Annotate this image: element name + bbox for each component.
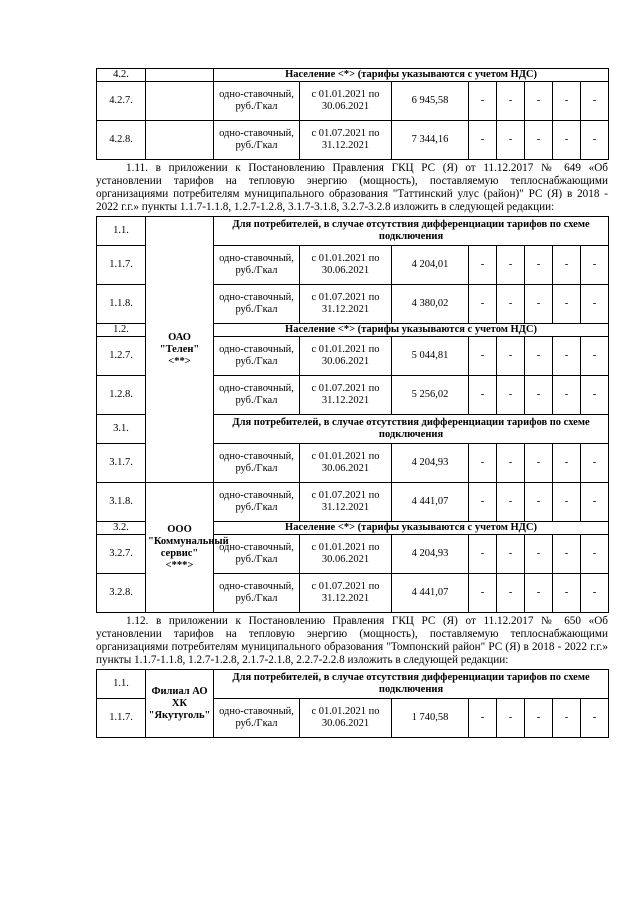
dash-cell: - <box>497 121 525 160</box>
dash-cell: - <box>581 121 609 160</box>
tariff-period: с 01.01.2021 по 30.06.2021 <box>300 444 392 483</box>
dash-cell: - <box>553 574 581 613</box>
dash-cell: - <box>581 574 609 613</box>
tariff-period: с 01.01.2021 по 30.06.2021 <box>300 82 392 121</box>
dash-cell: - <box>553 535 581 574</box>
row-number: 3.2. <box>97 522 146 535</box>
dash-cell: - <box>581 376 609 415</box>
row-number: 3.1. <box>97 415 146 444</box>
dash-cell: - <box>469 483 497 522</box>
dash-cell: - <box>525 337 553 376</box>
dash-cell: - <box>469 699 497 738</box>
dash-cell: - <box>553 337 581 376</box>
tariff-type: одно-ставочный, руб./Гкал <box>214 285 300 324</box>
section-header: Для потребителей, в случае отсутствия дифференциации тарифов по схеме подключения <box>214 415 609 444</box>
dash-cell: - <box>553 483 581 522</box>
tariff-type: одно-ставочный, руб./Гкал <box>214 444 300 483</box>
dash-cell: - <box>553 699 581 738</box>
dash-cell: - <box>581 535 609 574</box>
tariff-period: с 01.07.2021 по 31.12.2021 <box>300 285 392 324</box>
tariff-type: одно-ставочный, руб./Гкал <box>214 246 300 285</box>
dash-cell: - <box>525 574 553 613</box>
dash-cell: - <box>497 285 525 324</box>
section-header: Население <*> (тарифы указываются с учетом НДС) <box>214 522 609 535</box>
dash-cell: - <box>497 699 525 738</box>
tariff-table-tattinsky <box>96 216 609 613</box>
row-number: 4.2. <box>97 69 146 82</box>
tariff-type: одно-ставочный, руб./Гкал <box>214 82 300 121</box>
tariff-type: одно-ставочный, руб./Гкал <box>214 121 300 160</box>
tariff-period: с 01.07.2021 по 31.12.2021 <box>300 376 392 415</box>
dash-cell: - <box>525 483 553 522</box>
section-header: Для потребителей, в случае отсутствия дифференциации тарифов по схеме подключения <box>214 670 609 699</box>
dash-cell: - <box>469 285 497 324</box>
row-number: 3.2.8. <box>97 574 146 613</box>
tariff-type: одно-ставочный, руб./Гкал <box>214 483 300 522</box>
tariff-period: с 01.07.2021 по 31.12.2021 <box>300 121 392 160</box>
dash-cell: - <box>497 483 525 522</box>
dash-cell: - <box>525 121 553 160</box>
dash-cell: - <box>553 444 581 483</box>
row-number: 1.1.8. <box>97 285 146 324</box>
dash-cell: - <box>469 574 497 613</box>
tariff-value: 4 441,07 <box>392 483 469 522</box>
tariff-period: с 01.01.2021 по 30.06.2021 <box>300 699 392 738</box>
dash-cell: - <box>581 444 609 483</box>
dash-cell: - <box>581 337 609 376</box>
dash-cell: - <box>469 535 497 574</box>
paragraph-1-11: 1.11. в приложении к Постановлению Правления ГКЦ РС (Я) от 11.12.2017 № 649 «Об установлении тарифов на тепловую энергию (мощность), поставляемую теплоснабжающими организациями потребителям муниципального образования "Таттинский улус (район)" РС (Я) в 2018 - 2022 г.г.» пункты 1.1.7-1.1.8, 1.2.7-1.2.8, 3.1.7-3.1.8, 3.2.7-3.2.8 изложить в следующей редакции: <box>96 162 608 213</box>
tariff-period: с 01.01.2021 по 30.06.2021 <box>300 246 392 285</box>
dash-cell: - <box>469 444 497 483</box>
tariff-value: 4 204,93 <box>392 535 469 574</box>
tariff-value: 4 380,02 <box>392 285 469 324</box>
dash-cell: - <box>525 376 553 415</box>
tariff-type: одно-ставочный, руб./Гкал <box>214 376 300 415</box>
tariff-table-tomponsky <box>96 669 609 738</box>
row-number: 1.1.7. <box>97 246 146 285</box>
row-number: 1.2.8. <box>97 376 146 415</box>
dash-cell: - <box>497 535 525 574</box>
dash-cell: - <box>469 376 497 415</box>
row-number: 3.1.7. <box>97 444 146 483</box>
tariff-period: с 01.01.2021 по 30.06.2021 <box>300 535 392 574</box>
organization-name: ООО "Коммунальный сервис" <***> <box>146 483 214 613</box>
tariff-period: с 01.07.2021 по 31.12.2021 <box>300 574 392 613</box>
section-header: Для потребителей, в случае отсутствия дифференциации тарифов по схеме подключения <box>214 217 609 246</box>
dash-cell: - <box>525 535 553 574</box>
dash-cell: - <box>525 246 553 285</box>
paragraph-1-12: 1.12. в приложении к Постановлению Правления ГКЦ РС (Я) от 11.12.2017 № 650 «Об установлении тарифов на тепловую энергию (мощность), поставляемую теплоснабжающими организациями потребителям муниципального образования "Томпонский район" РС (Я) в 2018 - 2022 г.г.» пункты 1.1.7-1.1.8, 1.2.7-1.2.8, 2.1.7-2.1.8, 2.2.7-2.2.8 изложить в следующей редакции: <box>96 615 608 666</box>
dash-cell: - <box>581 483 609 522</box>
tariff-type: одно-ставочный, руб./Гкал <box>214 699 300 738</box>
dash-cell: - <box>553 376 581 415</box>
dash-cell: - <box>469 246 497 285</box>
tariff-period: с 01.07.2021 по 31.12.2021 <box>300 483 392 522</box>
tariff-type: одно-ставочный, руб./Гкал <box>214 574 300 613</box>
tariff-type: одно-ставочный, руб./Гкал <box>214 337 300 376</box>
organization-name: Филиал АО ХК "Якутуголь" <box>146 670 214 738</box>
dash-cell: - <box>525 699 553 738</box>
dash-cell: - <box>525 82 553 121</box>
document-page <box>96 68 608 738</box>
tariff-value: 4 204,93 <box>392 444 469 483</box>
dash-cell: - <box>469 121 497 160</box>
row-number: 4.2.7. <box>97 82 146 121</box>
dash-cell: - <box>497 574 525 613</box>
row-number: 1.1. <box>97 670 146 699</box>
row-number: 1.2.7. <box>97 337 146 376</box>
row-number: 1.2. <box>97 324 146 337</box>
dash-cell: - <box>469 82 497 121</box>
organization-name: ОАО "Телен" <**> <box>146 217 214 483</box>
dash-cell: - <box>525 285 553 324</box>
dash-cell: - <box>497 376 525 415</box>
dash-cell: - <box>497 246 525 285</box>
dash-cell: - <box>469 337 497 376</box>
tariff-value: 4 204,01 <box>392 246 469 285</box>
dash-cell: - <box>553 246 581 285</box>
dash-cell: - <box>581 246 609 285</box>
tariff-value: 4 441,07 <box>392 574 469 613</box>
row-number: 1.1. <box>97 217 146 246</box>
dash-cell: - <box>581 285 609 324</box>
dash-cell: - <box>553 121 581 160</box>
dash-cell: - <box>553 82 581 121</box>
dash-cell: - <box>581 82 609 121</box>
section-header: Население <*> (тарифы указываются с учетом НДС) <box>214 69 609 82</box>
tariff-value: 5 256,02 <box>392 376 469 415</box>
row-number: 3.2.7. <box>97 535 146 574</box>
tariff-table-continued <box>96 68 609 160</box>
row-number: 4.2.8. <box>97 121 146 160</box>
dash-cell: - <box>497 337 525 376</box>
tariff-period: с 01.01.2021 по 30.06.2021 <box>300 337 392 376</box>
dash-cell: - <box>581 699 609 738</box>
dash-cell: - <box>497 82 525 121</box>
row-number: 3.1.8. <box>97 483 146 522</box>
section-header: Население <*> (тарифы указываются с учетом НДС) <box>214 324 609 337</box>
tariff-value: 1 740,58 <box>392 699 469 738</box>
dash-cell: - <box>525 444 553 483</box>
tariff-value: 6 945,58 <box>392 82 469 121</box>
dash-cell: - <box>553 285 581 324</box>
dash-cell: - <box>497 444 525 483</box>
row-number: 1.1.7. <box>97 699 146 738</box>
tariff-value: 5 044,81 <box>392 337 469 376</box>
tariff-value: 7 344,16 <box>392 121 469 160</box>
tariff-type: одно-ставочный, руб./Гкал <box>214 535 300 574</box>
